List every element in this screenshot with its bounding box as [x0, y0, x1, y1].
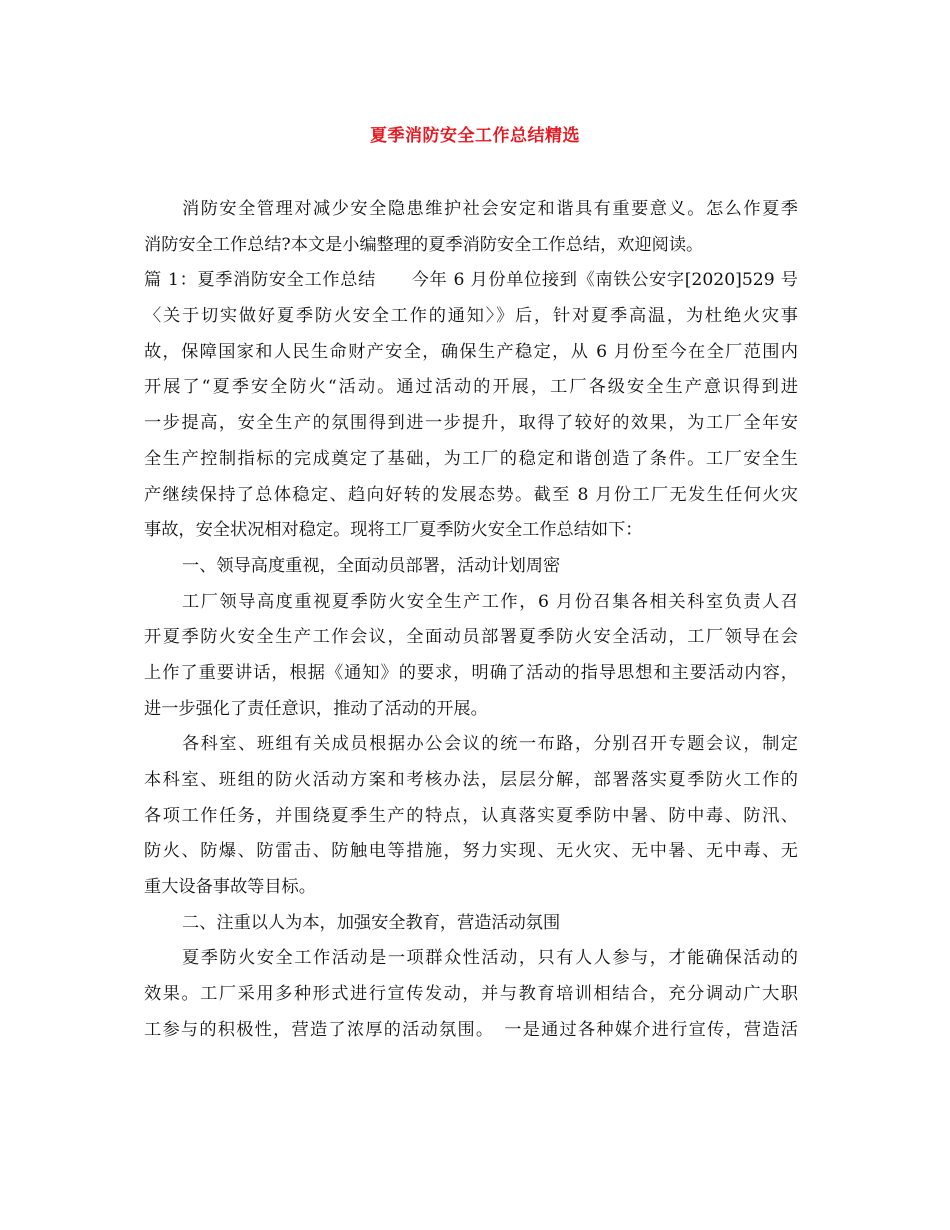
text-line: 各科室、班组有关成员根据办公会议的统一布路，分别召开专题会议，制定: [182, 734, 798, 755]
text-line: 本科室、班组的防火活动方案和考核办法，层层分解，部署落实夏季防火工作的: [144, 770, 798, 790]
text-line: 消防安全管理对减少安全隐患维护社会安定和谐具有重要意义。怎么作夏季: [182, 199, 798, 219]
text-line: 效果。工厂采用多种形式进行宣传发动，并与教育培训相结合，充分调动广大职: [144, 984, 798, 1005]
document-body: [144, 192, 798, 1049]
text-line: 〈关于切实做好夏季防火安全工作的通知〉》后，针对夏季高温，为杜绝火灾事: [144, 306, 798, 327]
text-line: 二、注重以人为本，加强安全教育，营造活动氛围: [182, 912, 561, 933]
text-line: 故，保障国家和人民生命财产安全，确保生产稳定，从 6 月份至今在全厂范围内: [144, 341, 798, 362]
text-line: 开夏季防火安全生产工作会议，全面动员部署夏季防火安全活动，工厂领导在会: [144, 627, 798, 648]
text-line: 产继续保持了总体稳定、趋向好转的发展态势。截至 8 月份工厂无发生任何火灾: [144, 484, 798, 505]
text-line: 一步提高，安全生产的氛围得到进一步提升，取得了较好的效果，为工厂全年安: [144, 413, 798, 434]
text-line: 全生产控制指标的完成奠定了基础，为工厂的稳定和谐创造了条件。工厂安全生: [144, 448, 798, 469]
text-line: 上作了重要讲话，根据《通知》的要求，明确了活动的指导思想和主要活动内容，: [144, 662, 798, 683]
text-line: 事故，安全状况相对稳定。现将工厂夏季防火安全工作总结如下：: [144, 520, 643, 541]
text-line: 重大设备事故等目标。: [144, 877, 316, 898]
text-line: 一、领导高度重视，全面动员部署，活动计划周密: [182, 555, 561, 576]
text-line: 工厂领导高度重视夏季防火安全生产工作，6 月份召集各相关科室负责人召: [182, 591, 798, 612]
document-title: 夏季消防安全工作总结精选: [370, 126, 580, 146]
text-line: 工参与的积极性，营造了浓厚的活动氛围。 一是通过各种媒介进行宣传，营造活: [144, 1019, 798, 1040]
text-line: 各项工作任务，并围绕夏季生产的特点，认真落实夏季防中暑、防中毒、防汛、: [144, 805, 798, 826]
text-line: 进一步强化了责任意识，推动了活动的开展。: [144, 698, 488, 719]
text-line: 开展了“夏季安全防火“活动。通过活动的开展，工厂各级安全生产意识得到进: [144, 377, 798, 398]
text-line: 防火、防爆、防雷击、防触电等措施，努力实现、无火灾、无中暑、无中毒、无: [144, 841, 798, 862]
text-line: 夏季防火安全工作活动是一项群众性活动，只有人人参与，才能确保活动的: [182, 948, 798, 969]
text-line: 消防安全工作总结?本文是小编整理的夏季消防安全工作总结，欢迎阅读。: [144, 234, 704, 255]
text-line: 篇 1：夏季消防安全工作总结 今年 6 月份单位接到《南铁公安字[2020]529 号: [144, 270, 798, 291]
